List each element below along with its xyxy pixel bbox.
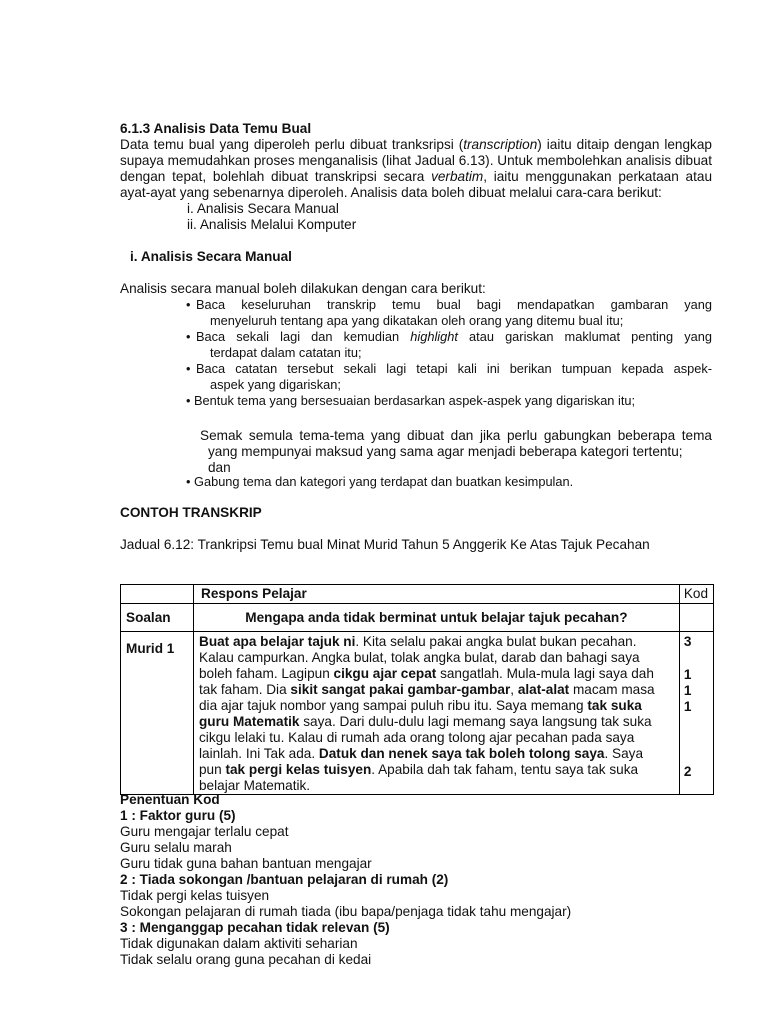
code-group-item: Guru mengajar terlalu cepat [120,824,289,839]
list-item: Semak semula tema-tema yang dibuat dan jika perlu gabungkan beberapa tema yang mempunyai maksud yang sama agar menjadi beberapa kategori tertentu; dan [200,428,712,475]
codes-heading: Penentuan Kod [120,792,220,807]
response-segment: sangatlah. Mula-mula lagi saya dah [436,666,654,682]
code-value [684,780,708,796]
response-segment: Buat apa belajar tajuk ni [199,634,356,650]
intro-text-segment: transcription [463,137,538,152]
list-item: • Bentuk tema yang bersesuaian berdasarkan aspek-aspek yang digariskan itu; [186,393,636,408]
response-segment: tak faham. Dia [199,682,291,698]
response-segment: boleh faham. Lagipun [199,666,334,682]
response-segment: , [510,682,518,698]
response-segment: Datuk dan nenek saya tak boleh tolong saya [318,746,605,762]
response-segment: cikgu lelaki tu. Kalau di rumah ada orang tolong ajar pecahan pada saya [199,730,635,746]
response-line [199,682,674,698]
response-segment: cikgu ajar cepat [333,666,437,682]
method-item-computer: ii. Analisis Melalui Komputer [187,217,357,232]
code-lines [683,634,708,779]
example-heading: CONTOH TRANSKRIP [120,505,262,520]
code-groups [120,808,571,968]
code-value [684,715,708,731]
response-segment: tak pergi kelas tuisyen [225,762,372,778]
code-group-title: 2 : Tiada sokongan /bantuan pelajaran di rumah (2) [120,872,449,887]
code-group-item: Guru tidak guna bahan bantuan mengajar [120,856,372,871]
response-segment: dia ajar tajuk nombor yang sampai puluh ribu itu. Saya memang [199,698,588,714]
response-segment: lainlah. Ini Tak ada. [199,746,319,762]
response-line [199,778,674,794]
header-cell-empty [121,585,194,604]
question-code-cell [679,604,713,632]
response-segment: . Saya [604,746,644,762]
intro-text-segment: Data temu bual yang diperoleh perlu dibuat tranksripsi ( [120,137,464,152]
code-value: 3 [683,634,692,650]
response-line [199,634,674,650]
code-column [679,632,713,795]
manual-lead: Analisis secara manual boleh dilakukan dengan cara berikut: [120,281,486,296]
response-segment: macam masa [569,682,655,698]
code-value [684,748,708,764]
bullet-icon: • [186,297,191,312]
response-lines [199,634,674,794]
response-segment: saya. Dari dulu-dulu lagi memang saya langsung tak suka [299,714,652,730]
list-item: • Baca sekali lagi dan kemudian highlight atau gariskan maklumat penting yang terdapat dalam catatan itu; [186,329,712,360]
intro-text-segment: , iaitu menggunakan perkataan atau ayat-ayat yang sebenarnya diperoleh. Analisis data boleh dibuat melalui cara-cara berikut: [120,169,713,200]
response-text [194,632,680,795]
response-line [199,714,674,730]
header-cell-code: Kod [679,585,713,604]
response-segment: . Kita selalu pakai angka bulat bukan pecahan. [355,634,637,650]
list-item: • Gabung tema dan kategori yang terdapat dan buatkan kesimpulan. [186,474,574,489]
response-segment: tak suka [587,698,642,714]
list-item: • Baca catatan tersebut sekali lagi tetapi kali ini berikan tumpuan kepada aspek- aspek yang digariskan; [186,361,712,392]
bullet-icon: • [186,361,191,376]
code-group-title: 3 : Menganggap pecahan tidak relevan (5) [120,920,390,935]
intro-text-segment: ) iaitu ditaip dengan lengkap supaya memudahkan proses menganalisis (lihat Jadual 6.13). Untuk membolehkan analisis dibuat dengan tepat, bolehlah dibuat transkripsi secara [120,137,712,184]
response-segment: alat-alat [517,682,570,698]
code-value: 1 [683,699,692,715]
response-line [199,666,674,682]
manual-heading: i. Analisis Secara Manual [130,249,292,264]
response-segment: . Apabila dah tak faham, tentu saya tak suka [371,762,639,778]
code-group-item: Tidak pergi kelas tuisyen [120,888,270,903]
response-row [121,632,714,795]
response-segment: pun [199,762,226,778]
code-value [684,651,708,667]
table-caption: Jadual 6.12: Trankripsi Temu bual Minat Murid Tahun 5 Anggerik Ke Atas Tajuk Pecahan [120,537,650,552]
code-group-item: Tidak digunakan dalam aktiviti seharian [120,936,358,951]
response-segment: guru Matematik [199,714,300,730]
question-text: Mengapa anda tidak berminat untuk belajar tajuk pecahan? [194,604,680,632]
response-line [199,730,674,746]
bullet-icon: • [186,393,191,408]
student-label: Murid 1 [121,632,194,795]
question-label: Soalan [121,604,194,632]
code-group-item: Sokongan pelajaran di rumah tiada (ibu bapa/penjaga tidak tahu mengajar) [120,904,572,919]
question-row [121,604,714,632]
response-line [199,650,674,666]
intro-text-segment: verbatim [431,169,484,184]
response-line [199,762,674,778]
code-value: 1 [683,682,692,698]
code-value [684,732,708,748]
response-segment: belajar Matematik. [199,778,311,794]
bullet-icon: • [186,474,191,489]
response-segment: Kalau campurkan. Angka bulat, tolak angka bulat, darab dan bahagi saya [199,650,640,666]
bullet-icon: • [186,329,191,344]
code-group-title: 1 : Faktor guru (5) [120,808,236,823]
section-heading: 6.1.3 Analisis Data Temu Bual [120,121,312,136]
code-value: 1 [683,666,692,682]
method-item-manual: i. Analisis Secara Manual [187,201,339,216]
code-group-item: Tidak selalu orang guna pecahan di kedai [120,952,372,967]
intro-paragraph [120,137,712,201]
header-cell-response: Respons Pelajar [194,585,680,604]
list-item: • Baca keseluruhan transkrip temu bual bagi mendapatkan gambaran yang menyeluruh tentang apa yang dikatakan oleh orang yang ditemu bual itu; [186,297,712,328]
response-line [199,698,674,714]
response-segment: sikit sangat pakai gambar-gambar [290,682,511,698]
transcript-table [120,584,714,795]
response-line [199,746,674,762]
code-group-item: Guru selalu marah [120,840,232,855]
table-header-row [121,585,714,604]
code-value: 2 [683,763,692,779]
